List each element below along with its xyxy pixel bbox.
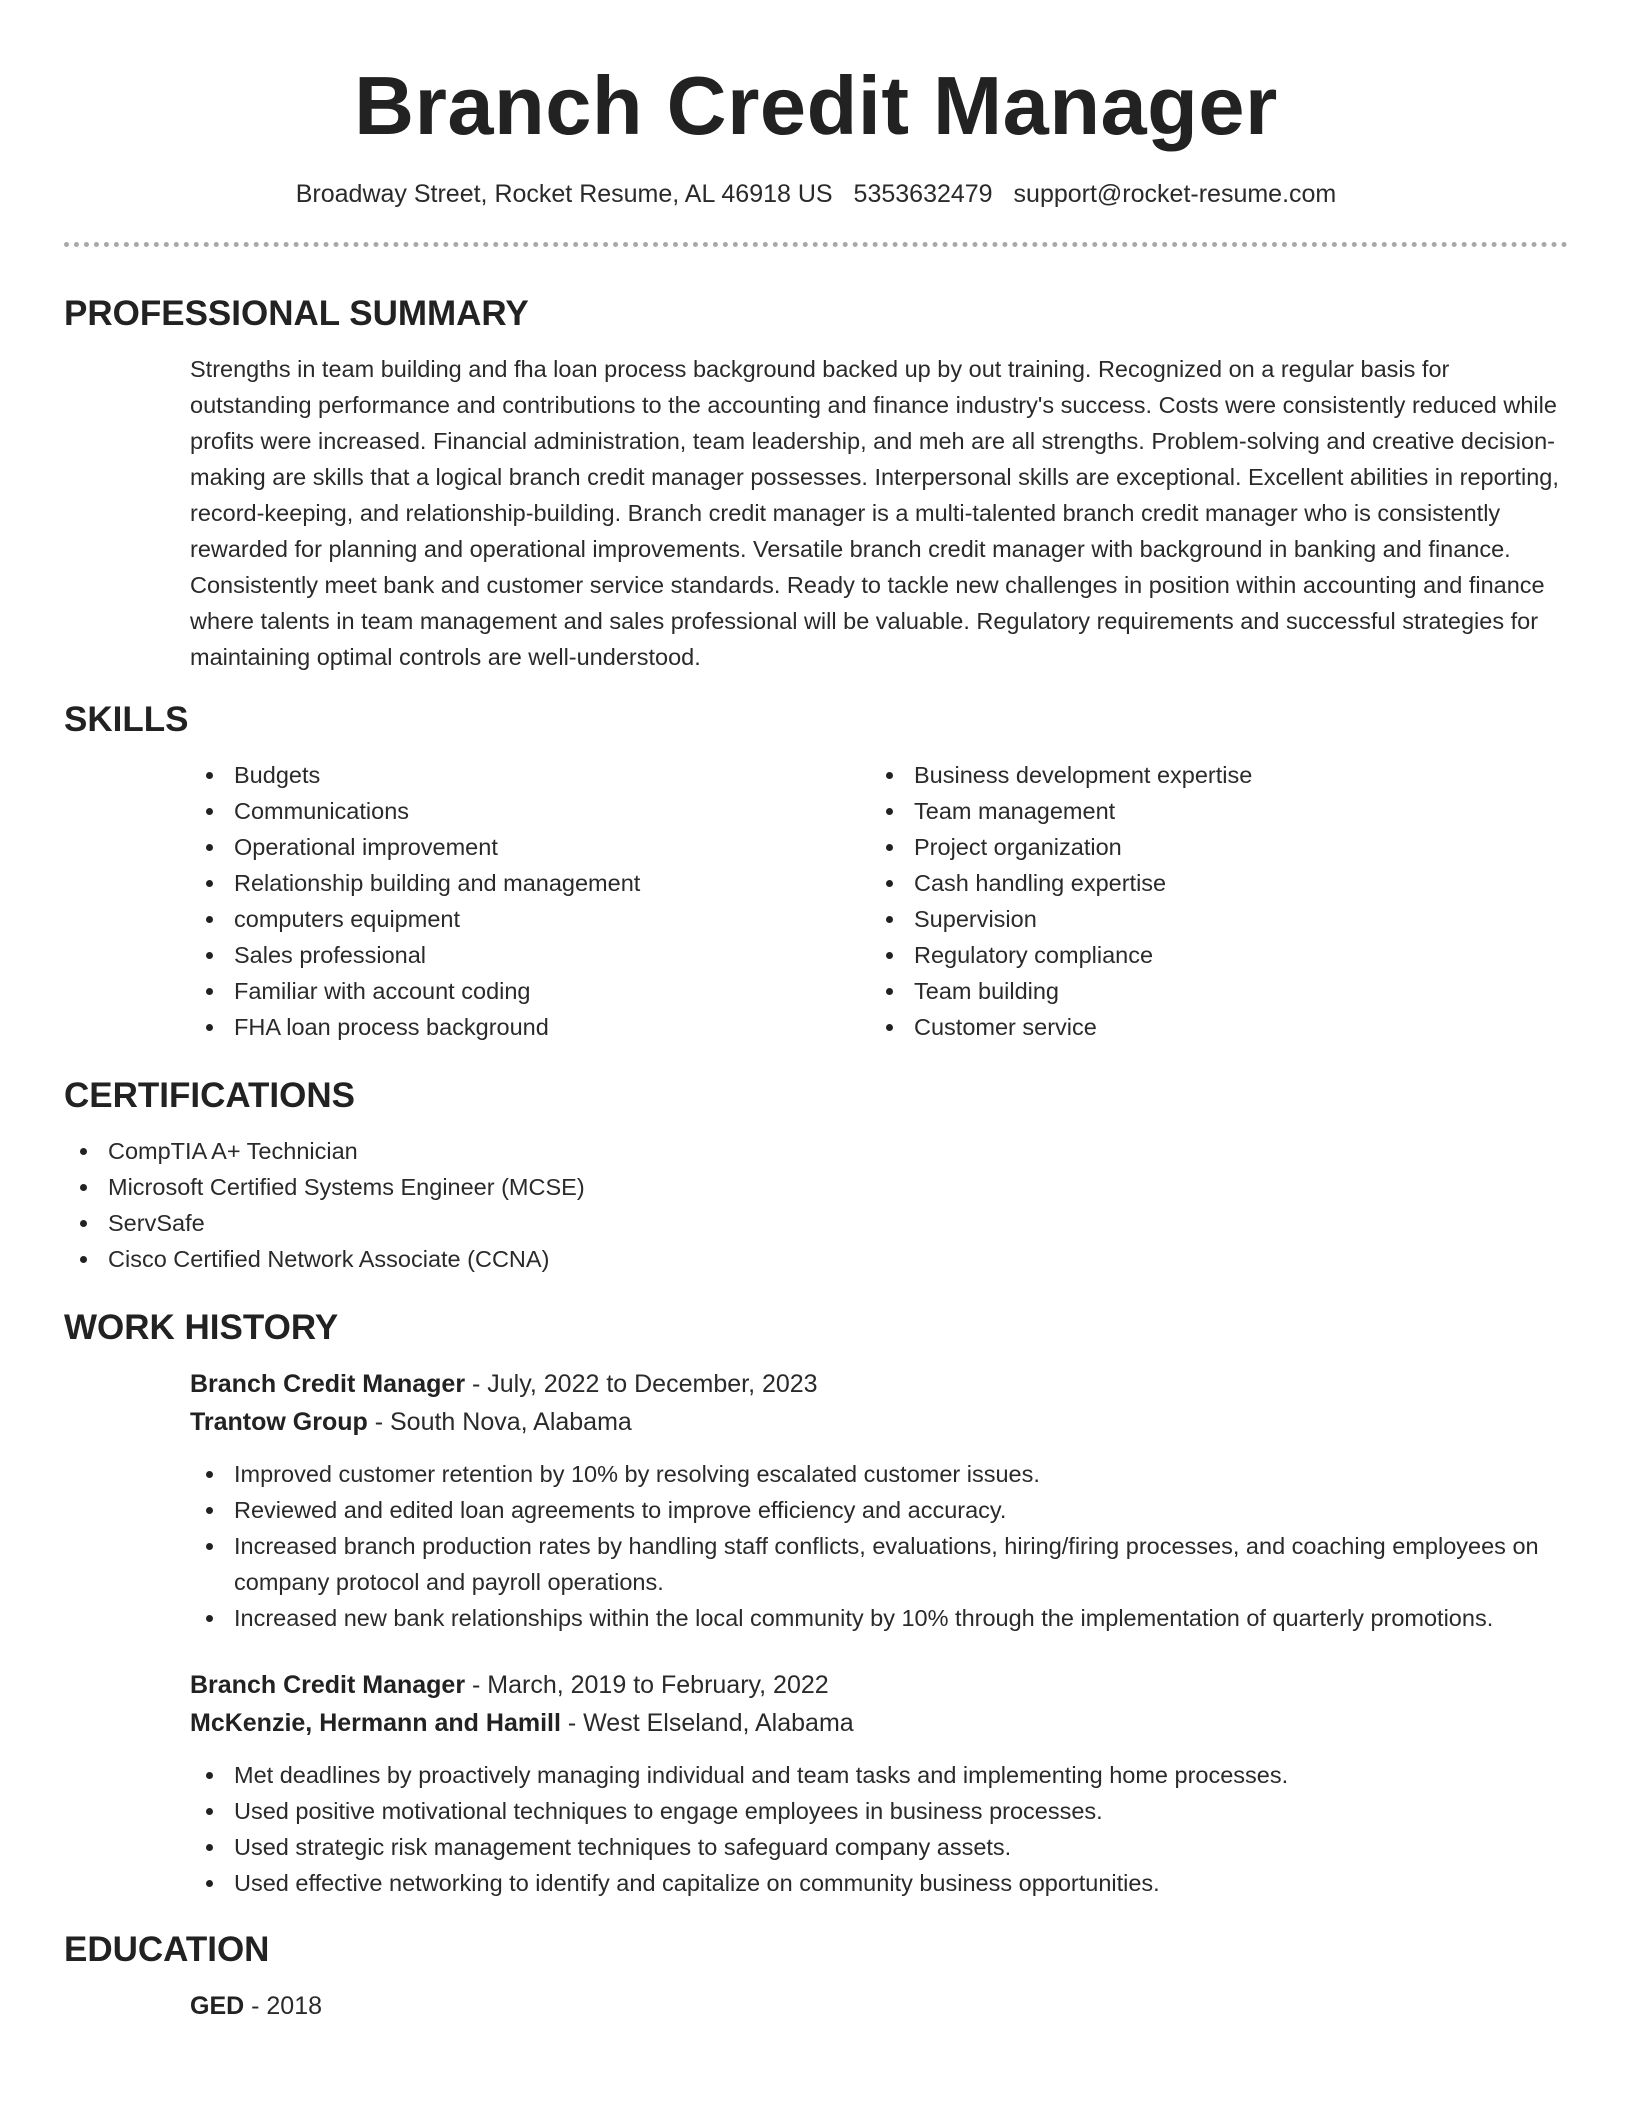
contact-phone: 5353632479 — [853, 180, 993, 208]
skill-item: Relationship building and management — [190, 865, 870, 901]
certifications-list — [64, 1133, 1568, 1277]
skill-item: Cash handling expertise — [870, 865, 1550, 901]
skill-item: computers equipment — [190, 901, 870, 937]
skill-item: Customer service — [870, 1009, 1550, 1045]
skill-item: Supervision — [870, 901, 1550, 937]
job-bullet: Increased new bank relationships within the local community by 10% through the implementation of quarterly promotions. — [190, 1600, 1568, 1636]
job-entry — [190, 1365, 1568, 1636]
job-title-line — [190, 1666, 1568, 1704]
summary-heading: PROFESSIONAL SUMMARY — [64, 294, 529, 333]
education-year: - 2018 — [244, 1992, 323, 2020]
job-bullet: Increased branch production rates by handling staff conflicts, evaluations, hiring/firing processes, and coaching employees on company protocol and payroll operations. — [190, 1528, 1568, 1600]
job-entry — [190, 1666, 1568, 1901]
summary-section — [64, 293, 1568, 675]
skills-grid — [190, 757, 1568, 1045]
skill-item: Budgets — [190, 757, 870, 793]
skill-item: Communications — [190, 793, 870, 829]
job-bullet: Met deadlines by proactively managing individual and team tasks and implementing home processes. — [190, 1757, 1568, 1793]
skill-item: Project organization — [870, 829, 1550, 865]
job-role: Branch Credit Manager — [190, 1671, 466, 1699]
job-title-line — [190, 1365, 1568, 1403]
job-location: - West Elseland, Alabama — [560, 1709, 854, 1737]
skill-item: FHA loan process background — [190, 1009, 870, 1045]
education-heading: EDUCATION — [64, 1930, 270, 1969]
job-bullet: Improved customer retention by 10% by resolving escalated customer issues. — [190, 1456, 1568, 1492]
job-bullet: Used effective networking to identify and capitalize on community business opportunities. — [190, 1865, 1568, 1901]
skill-item: Operational improvement — [190, 829, 870, 865]
header-divider — [64, 242, 1568, 247]
education-degree: GED — [190, 1992, 245, 2020]
skill-item: Regulatory compliance — [870, 937, 1550, 973]
contact-line — [64, 178, 1568, 210]
certifications-heading: CERTIFICATIONS — [64, 1076, 356, 1115]
certifications-section — [64, 1075, 1568, 1277]
job-company-line — [190, 1704, 1568, 1742]
contact-email: support@rocket-resume.com — [1013, 180, 1337, 208]
resume-page — [64, 0, 1568, 2025]
skill-item: Familiar with account coding — [190, 973, 870, 1009]
resume-name: Branch Credit Manager — [354, 59, 1278, 152]
job-dates: - March, 2019 to February, 2022 — [465, 1671, 829, 1699]
skill-item: Team management — [870, 793, 1550, 829]
skill-item: Business development expertise — [870, 757, 1550, 793]
job-company: McKenzie, Hermann and Hamill — [190, 1709, 561, 1737]
job-role: Branch Credit Manager — [190, 1370, 466, 1398]
skills-column-right — [870, 757, 1550, 1045]
job-dates: - July, 2022 to December, 2023 — [465, 1370, 818, 1398]
skill-item: Team building — [870, 973, 1550, 1009]
job-bullets — [190, 1456, 1568, 1636]
skills-column-left — [190, 757, 870, 1045]
skills-heading: SKILLS — [64, 700, 189, 739]
job-bullet: Reviewed and edited loan agreements to improve efficiency and accuracy. — [190, 1492, 1568, 1528]
skill-item: Sales professional — [190, 937, 870, 973]
summary-text: Strengths in team building and fha loan process background backed up by out training. Recognized on a regular basis for outstanding performance and contributions to the accounting and finance industry's success. Costs were consistently reduced while profits were increased. Financial administration, team leadership, and meh are all strengths. Problem-solving and creative decision-making are skills that a logical branch credit manager possesses. Interpersonal skills are exceptional. Excellent abilities in reporting, record-keeping, and relationship-building. Branch credit manager is a multi-talented branch credit manager who is consistently rewarded for planning and operational improvements. Versatile branch credit manager with background in banking and finance. Consistently meet bank and customer service standards. Ready to tackle new challenges in position within accounting and finance where talents in team management and sales professional will be valuable. Regulatory requirements and successful strategies for maintaining optimal controls are well-understood. — [190, 356, 1559, 670]
job-location: - South Nova, Alabama — [367, 1408, 632, 1436]
certification-item: ServSafe — [64, 1205, 1568, 1241]
job-company: Trantow Group — [190, 1408, 368, 1436]
education-section — [64, 1929, 1568, 2025]
work-history-heading: WORK HISTORY — [64, 1308, 339, 1347]
certification-item: CompTIA A+ Technician — [64, 1133, 1568, 1169]
work-history-section — [64, 1307, 1568, 1901]
job-bullet: Used positive motivational techniques to engage employees in business processes. — [190, 1793, 1568, 1829]
job-company-line — [190, 1403, 1568, 1441]
certification-item: Cisco Certified Network Associate (CCNA) — [64, 1241, 1568, 1277]
contact-address: Broadway Street, Rocket Resume, AL 46918 US — [295, 180, 833, 208]
skills-section — [64, 699, 1568, 1045]
job-bullet: Used strategic risk management techniques to safeguard company assets. — [190, 1829, 1568, 1865]
certification-item: Microsoft Certified Systems Engineer (MCSE) — [64, 1169, 1568, 1205]
education-entry — [190, 1987, 1568, 2025]
job-bullets — [190, 1757, 1568, 1901]
